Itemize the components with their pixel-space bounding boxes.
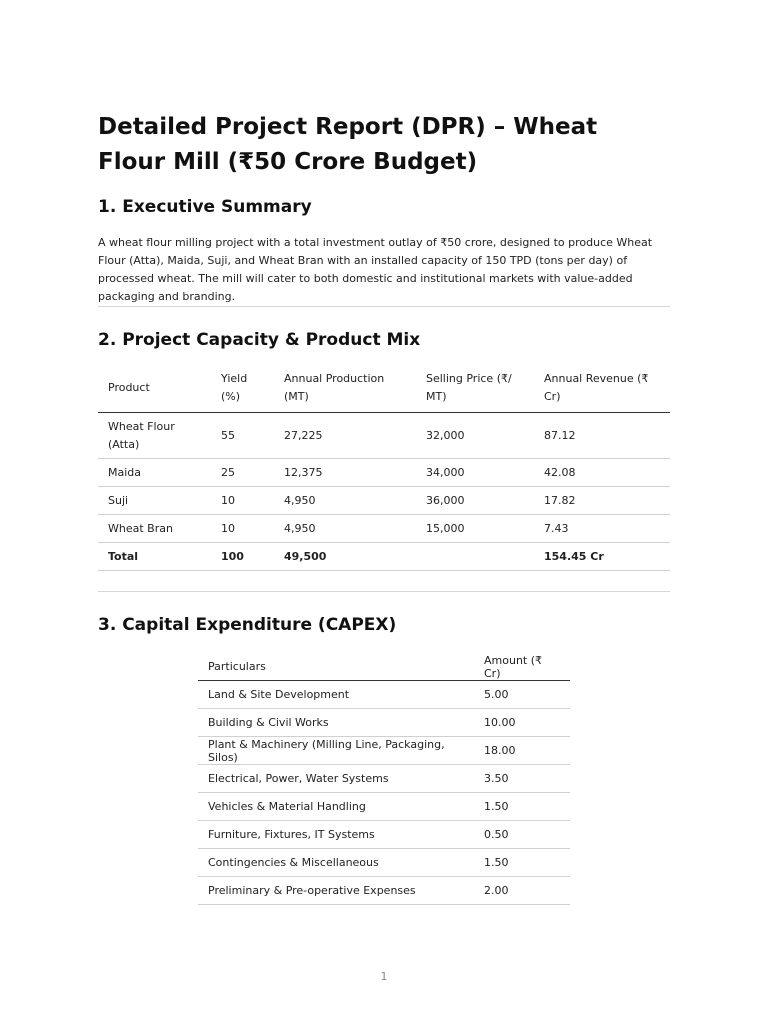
- price-cell: 15,000: [416, 515, 534, 543]
- column-header-annual-revenue: Annual Revenue (₹ Cr): [534, 364, 670, 413]
- column-header-amount: Amount (₹ Cr): [474, 653, 570, 681]
- table-row: [98, 413, 670, 459]
- document-title: Detailed Project Report (DPR) – Wheat Flour Mill (₹50 Crore Budget): [98, 114, 598, 175]
- production-cell: 12,375: [274, 459, 416, 487]
- product-cell: Wheat Bran: [98, 515, 211, 543]
- revenue-cell: 17.82: [534, 487, 670, 515]
- amount-cell: 3.50: [474, 765, 570, 793]
- table-row: [98, 487, 670, 515]
- amount-cell: 1.50: [474, 793, 570, 821]
- capacity-table: [98, 364, 670, 571]
- total-production-cell: 49,500: [274, 543, 416, 571]
- column-header-product: Product: [98, 364, 211, 413]
- production-cell: 4,950: [274, 487, 416, 515]
- product-cell: Wheat Flour (Atta): [98, 413, 211, 459]
- product-cell: Maida: [98, 459, 211, 487]
- column-header-particulars: Particulars: [198, 653, 474, 681]
- capacity-heading: 2. Project Capacity & Product Mix: [98, 330, 421, 350]
- total-yield-cell: 100: [211, 543, 274, 571]
- table-header-row: [98, 364, 670, 413]
- table-row: [198, 821, 570, 849]
- particular-cell: Vehicles & Material Handling: [198, 793, 474, 821]
- table-row: [198, 765, 570, 793]
- amount-cell: 18.00: [474, 737, 570, 765]
- page-number: 1: [380, 970, 388, 983]
- section-divider: [98, 591, 670, 592]
- particular-cell: Preliminary & Pre-operative Expenses: [198, 877, 474, 905]
- price-cell: 36,000: [416, 487, 534, 515]
- revenue-cell: 42.08: [534, 459, 670, 487]
- revenue-cell: 7.43: [534, 515, 670, 543]
- price-cell: 32,000: [416, 413, 534, 459]
- particular-cell: Land & Site Development: [198, 681, 474, 709]
- table-row: [98, 459, 670, 487]
- amount-cell: 0.50: [474, 821, 570, 849]
- table-row: [198, 737, 570, 765]
- column-header-annual-production: Annual Production (MT): [274, 364, 416, 413]
- executive-summary-heading: 1. Executive Summary: [98, 197, 312, 217]
- yield-cell: 25: [211, 459, 274, 487]
- total-revenue-cell: 154.45 Cr: [534, 543, 670, 571]
- table-row: [198, 793, 570, 821]
- amount-cell: 2.00: [474, 877, 570, 905]
- production-cell: 27,225: [274, 413, 416, 459]
- section-divider: [98, 306, 670, 307]
- capex-heading: 3. Capital Expenditure (CAPEX): [98, 615, 397, 635]
- particular-cell: Furniture, Fixtures, IT Systems: [198, 821, 474, 849]
- column-header-yield: Yield (%): [211, 364, 274, 413]
- yield-cell: 55: [211, 413, 274, 459]
- particular-cell: Electrical, Power, Water Systems: [198, 765, 474, 793]
- table-total-row: [98, 543, 670, 571]
- total-label-cell: Total: [98, 543, 211, 571]
- yield-cell: 10: [211, 487, 274, 515]
- total-price-cell: [416, 543, 534, 571]
- yield-cell: 10: [211, 515, 274, 543]
- amount-cell: 1.50: [474, 849, 570, 877]
- particular-cell: Contingencies & Miscellaneous: [198, 849, 474, 877]
- amount-cell: 5.00: [474, 681, 570, 709]
- table-row: [198, 877, 570, 905]
- table-row: [198, 681, 570, 709]
- table-row: [98, 515, 670, 543]
- executive-summary-text: A wheat flour milling project with a total investment outlay of ₹50 crore, designed to produce Wheat Flour (Atta), Maida, Suji, and Wheat Bran with an installed capacity of 150 TPD (tons per day) of processed wheat. The mill will cater to both domestic and institutional markets with value-added packaging and branding.: [98, 236, 653, 303]
- column-header-selling-price: Selling Price (₹/ MT): [416, 364, 534, 413]
- table-row: [198, 709, 570, 737]
- revenue-cell: 87.12: [534, 413, 670, 459]
- table-header-row: [198, 653, 570, 681]
- amount-cell: 10.00: [474, 709, 570, 737]
- particular-cell: Plant & Machinery (Milling Line, Packaging, Silos): [198, 737, 474, 765]
- production-cell: 4,950: [274, 515, 416, 543]
- particular-cell: Building & Civil Works: [198, 709, 474, 737]
- product-cell: Suji: [98, 487, 211, 515]
- capex-table: [198, 653, 570, 905]
- table-row: [198, 849, 570, 877]
- price-cell: 34,000: [416, 459, 534, 487]
